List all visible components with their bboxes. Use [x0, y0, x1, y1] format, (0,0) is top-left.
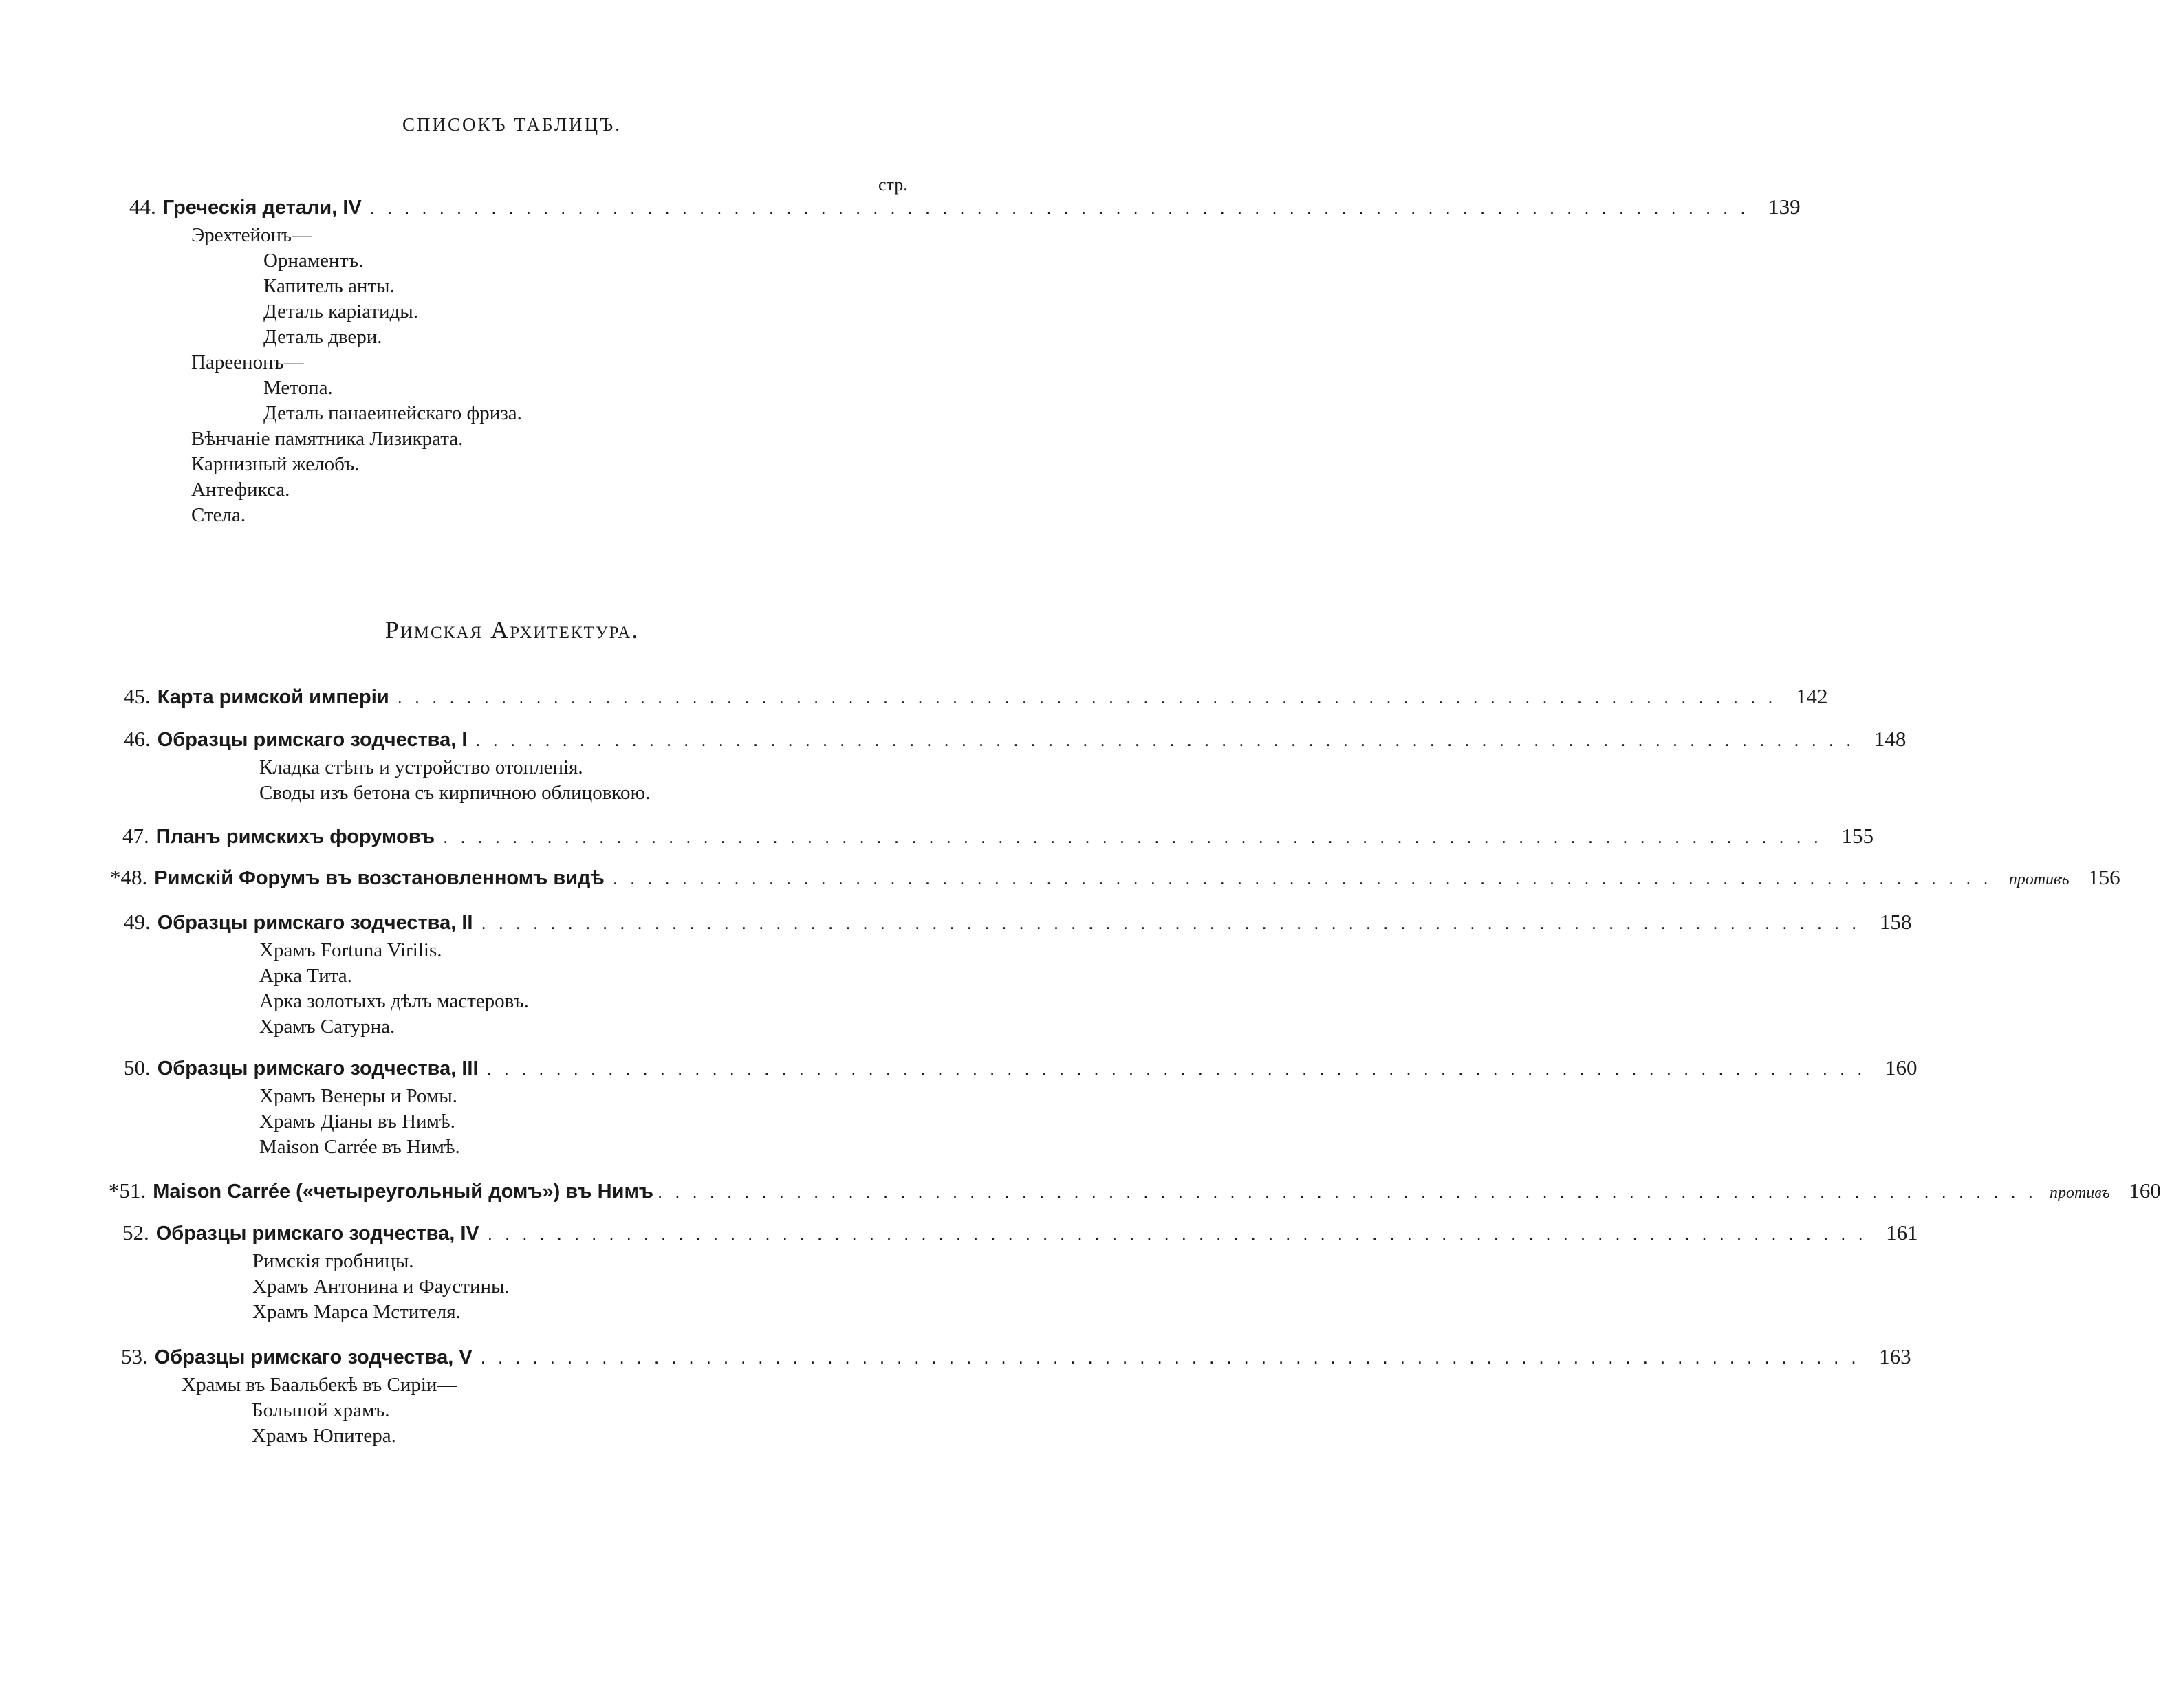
page-column-label: стр.: [878, 175, 908, 195]
subentry: Кладка стѣнъ и устройство отопленія.: [259, 756, 583, 778]
entry-title: Планъ римскихъ форумовъ: [155, 826, 435, 848]
entry-page: 142: [1796, 684, 1828, 708]
entry-title: Образцы римскаго зодчества, I: [157, 729, 468, 751]
toc-entry-45: [124, 681, 1828, 712]
dot-leader: ................................................................................: [487, 1223, 1876, 1244]
entry-page: 155: [1841, 824, 1874, 848]
subentry: Храмъ Діаны въ Нимѣ.: [259, 1110, 455, 1132]
entry-line: [124, 1052, 1918, 1084]
entry-line: [122, 820, 1874, 852]
toc-entry-44: [129, 191, 1801, 528]
entry-page: 148: [1874, 727, 1907, 751]
subentry-list: [124, 755, 915, 806]
subentry-list: [129, 223, 918, 528]
dot-leader: ................................................................................: [481, 912, 1869, 933]
subentry: Храмъ Антонина и Фаустины.: [252, 1275, 510, 1298]
subentry: Орнаментъ.: [263, 250, 364, 272]
subentry: Вѣнчаніе памятника Лизикрата.: [191, 428, 464, 450]
entry-number: 44.: [129, 195, 156, 219]
entry-page: 160: [1885, 1055, 1918, 1080]
dot-leader: ................................................................................: [397, 687, 1785, 708]
entry-number: 50.: [124, 1055, 151, 1080]
entry-number: 45.: [124, 684, 151, 708]
entry-page: 158: [1879, 910, 1912, 934]
subentry: Храмъ Венеры и Ромы.: [259, 1085, 457, 1107]
subentry: Стела.: [191, 504, 246, 526]
entry-title: Maison Carrée («четыреугольный домъ») въ Нимъ: [153, 1181, 654, 1203]
running-header: СПИСОКЪ ТАБЛИЦЪ.: [402, 114, 622, 135]
entry-title: Образцы римскаго зодчества, III: [157, 1058, 479, 1080]
entry-line: [122, 1217, 1918, 1249]
toc-entry-53: [121, 1341, 1911, 1449]
entry-title: Образцы римскаго зодчества, IV: [155, 1223, 479, 1245]
subentry: Своды изъ бетона съ кирпичною облицовкою.: [259, 782, 651, 804]
entry-page: 156: [2088, 865, 2120, 889]
subentry: Деталь панаеинейскаго фриза.: [263, 402, 522, 424]
subentry: Антефикса.: [191, 479, 290, 501]
subentry: Храмъ Fortuna Virilis.: [259, 939, 442, 961]
entry-line: [110, 862, 2120, 893]
subentry: Арка золотыхъ дѣлъ мастеровъ.: [259, 990, 529, 1012]
dot-leader: ................................................................................: [480, 1347, 1869, 1368]
subentry: Большой храмъ.: [252, 1399, 390, 1421]
entry-number: 49.: [124, 910, 151, 934]
toc-entry-50: [124, 1052, 1918, 1160]
entry-number: 53.: [121, 1344, 148, 1368]
subentry: Эрехтейонъ—: [191, 224, 312, 246]
entry-title: Карта римской имперіи: [157, 686, 389, 708]
entry-line: [121, 1341, 1911, 1372]
dot-leader: ................................................................................: [658, 1181, 2045, 1202]
subentry: Храмъ Сатурна.: [259, 1016, 395, 1038]
subentry: Деталь двери.: [263, 326, 382, 348]
subentry-list: [122, 1249, 915, 1325]
section-heading: Римская Архитектура.: [384, 616, 640, 644]
entry-title: Греческія детали, IV: [162, 197, 362, 219]
entry-line: [124, 906, 1912, 938]
dot-leader: ................................................................................: [612, 868, 2001, 888]
toc-entry-47: [122, 820, 1874, 852]
entry-line: [129, 191, 1801, 223]
entry-number: *48.: [110, 865, 148, 889]
entry-page: 160: [2129, 1179, 2161, 1203]
entry-line: [109, 1175, 2161, 1207]
subentry: Арка Тита.: [259, 965, 352, 987]
subentry: Храмъ Марса Мстителя.: [252, 1301, 461, 1323]
entry-note: противъ: [2008, 871, 2070, 888]
entry-page: 163: [1879, 1344, 1911, 1368]
dot-leader: ................................................................................: [369, 197, 1758, 218]
toc-entry-48: [110, 862, 2120, 893]
toc-entry-51: [109, 1175, 2161, 1207]
subentry: Метопа.: [263, 377, 333, 399]
entry-title: Образцы римскаго зодчества, II: [157, 912, 473, 934]
subentry: Римскія гробницы.: [252, 1250, 414, 1272]
subentry-list: [121, 1372, 915, 1449]
subentry: Храмы въ Баальбекѣ въ Сиріи—: [182, 1374, 457, 1396]
entry-line: [124, 723, 1907, 755]
dot-leader: ................................................................................: [486, 1058, 1875, 1079]
entry-number: *51.: [109, 1179, 146, 1203]
entry-line: [124, 681, 1828, 712]
subentry-list: [124, 1084, 915, 1160]
entry-page: 139: [1768, 195, 1801, 219]
subentry: Maison Carrée въ Нимѣ.: [259, 1136, 460, 1158]
subentry: Деталь каріатиды.: [263, 300, 418, 322]
entry-title: Образцы римскаго зодчества, V: [154, 1346, 473, 1368]
subentry-list: [124, 938, 915, 1040]
subentry: Храмъ Юпитера.: [252, 1425, 396, 1447]
entry-page: 161: [1886, 1220, 1918, 1245]
subentry: Карнизный желобъ.: [191, 453, 360, 475]
entry-note: противъ: [2049, 1184, 2110, 1202]
dot-leader: ................................................................................: [475, 730, 1864, 750]
toc-entry-46: [124, 723, 1907, 806]
subentry: Капитель анты.: [263, 275, 395, 297]
entry-number: 47.: [122, 824, 149, 848]
entry-title: Римскій Форумъ въ возстановленномъ видѣ: [154, 867, 605, 889]
toc-entry-52: [122, 1217, 1918, 1325]
toc-entry-49: [124, 906, 1912, 1040]
entry-number: 46.: [124, 727, 151, 751]
subentry: Пареенонъ—: [191, 351, 304, 373]
entry-number: 52.: [122, 1220, 149, 1245]
dot-leader: ................................................................................: [443, 826, 1831, 847]
